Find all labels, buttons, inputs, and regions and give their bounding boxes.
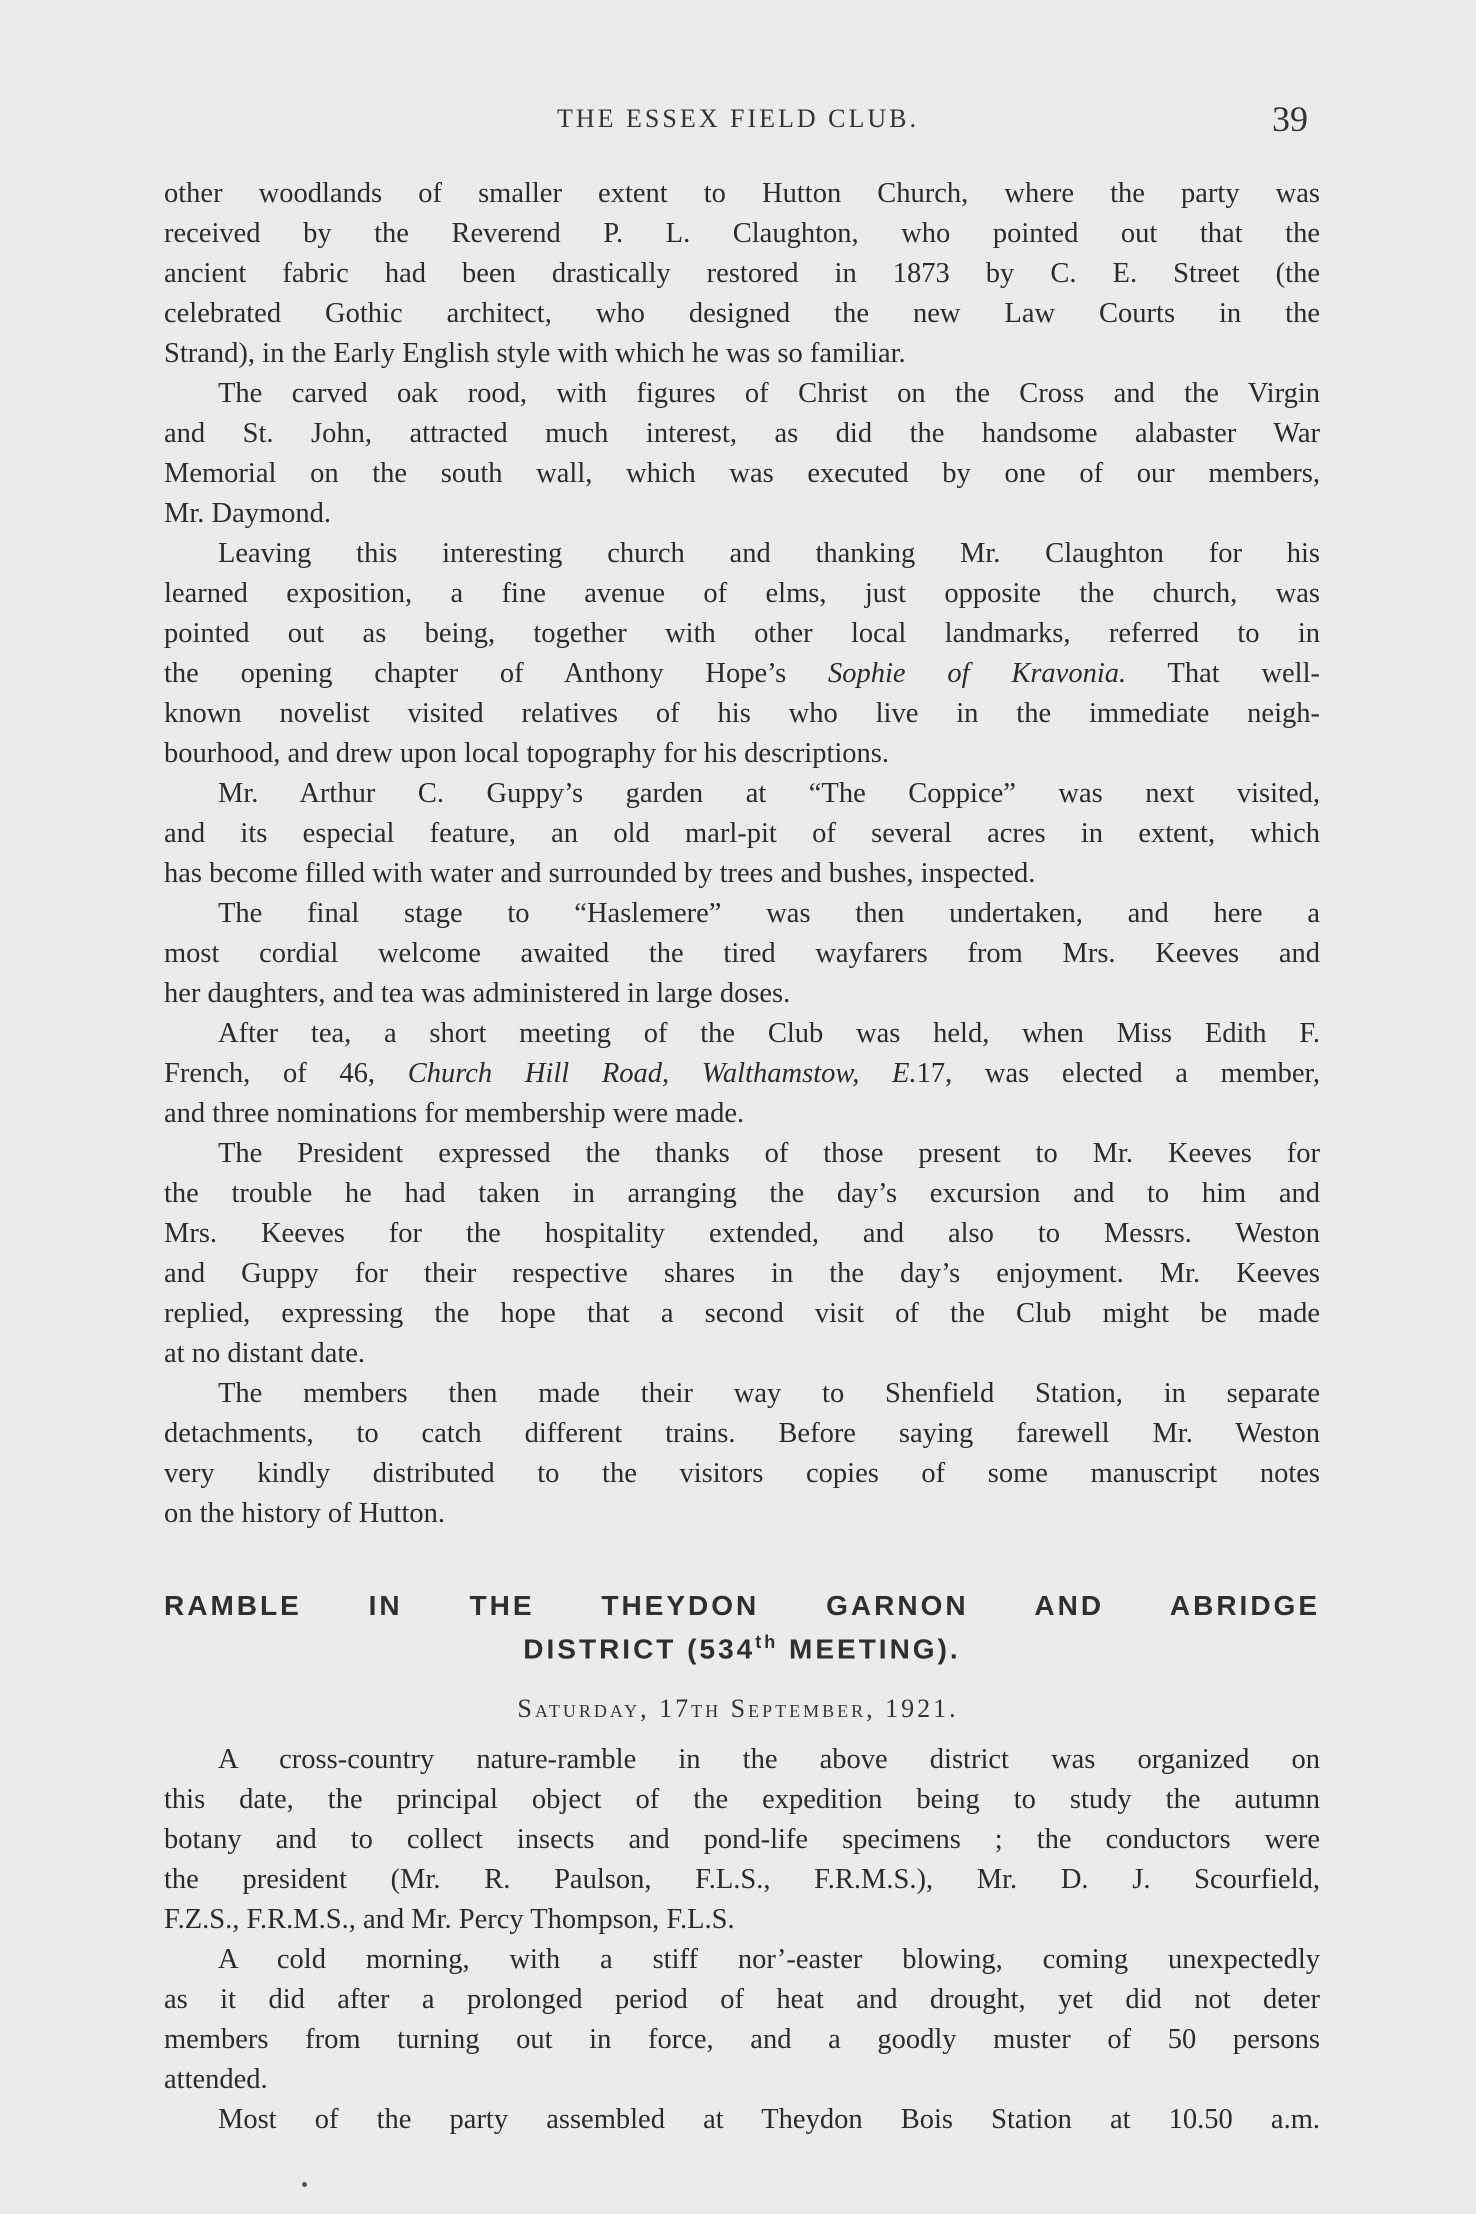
text-line: Strand), in the Early English style with which he was so familiar. <box>164 338 906 369</box>
section-ramble-text <box>164 1740 1320 2140</box>
text-line: at no distant date. <box>164 1338 366 1369</box>
text-line: celebrated Gothic architect, who designed the new Law Courts in the <box>164 298 1320 329</box>
paragraph-first-line: The members then made their way to Shenfield Station, in separate <box>218 1378 1320 1409</box>
paragraph-first-line: After tea, a short meeting of the Club was held, when Miss Edith F. <box>218 1018 1320 1049</box>
line-pre: the opening chapter of Anthony Hope’s <box>164 658 828 689</box>
paragraph-first-line: The carved oak rood, with figures of Christ on the Cross and the Virgin <box>218 378 1320 409</box>
text-line: and its especial feature, an old marl-pit of several acres in extent, which <box>164 818 1320 849</box>
line-pre: French, of 46, <box>164 1058 408 1089</box>
paragraph-first-line: A cold morning, with a stiff nor’-easter blowing, coming unexpectedly <box>218 1944 1320 1975</box>
section-heading-line-1: RAMBLE IN THE THEYDON GARNON AND ABRIDGE <box>164 1590 1320 1621</box>
text-line: her daughters, and tea was administered in large doses. <box>164 978 791 1009</box>
text-line: the president (Mr. R. Paulson, F.L.S., F.R.M.S.), Mr. D. J. Scourfield, <box>164 1864 1320 1895</box>
text-line: and Guppy for their respective shares in the day’s enjoyment. Mr. Keeves <box>164 1258 1320 1289</box>
heading-ordinal-sup: th <box>755 1632 779 1652</box>
text-line: as it did after a prolonged period of heat and drought, yet did not deter <box>164 1984 1320 2015</box>
book-title-italic: Sophie of Kravonia. <box>827 658 1127 689</box>
paragraph-first-line: Leaving this interesting church and thanking Mr. Claughton for his <box>218 538 1320 569</box>
heading-pre: DISTRICT (534 <box>523 1633 756 1665</box>
text-line: attended. <box>164 2064 268 2095</box>
running-head-title: THE ESSEX FIELD CLUB. <box>557 104 919 133</box>
text-line: members from turning out in force, and a goodly muster of 50 persons <box>164 2024 1320 2055</box>
text-line: bourhood, and drew upon local topography for his descriptions. <box>164 738 890 769</box>
text-line: other woodlands of smaller extent to Hutton Church, where the party was <box>164 178 1320 209</box>
text-line-with-italic <box>164 654 1320 694</box>
text-line: most cordial welcome awaited the tired wayfarers from Mrs. Keeves and <box>164 938 1320 969</box>
address-italic: Church Hill Road, Walthamstow, E. <box>407 1058 917 1089</box>
meeting-date: Saturday, 17th September, 1921. <box>517 1694 959 1723</box>
paragraph-first-line: The final stage to “Haslemere” was then undertaken, and here a <box>218 898 1320 929</box>
heading-post: MEETING). <box>778 1633 961 1665</box>
text-line-with-italic <box>164 1054 1320 1094</box>
paragraph-first-line: The President expressed the thanks of those present to Mr. Keeves for <box>218 1138 1320 1169</box>
page-number: 39 <box>1272 99 1308 139</box>
text-line: learned exposition, a fine avenue of elms, just opposite the church, was <box>164 578 1320 609</box>
text-line: received by the Reverend P. L. Claughton, who pointed out that the <box>164 218 1320 249</box>
text-line: the trouble he had taken in arranging the day’s excursion and to him and <box>164 1178 1320 1209</box>
line-post: 17, was elected a member, <box>916 1058 1320 1089</box>
section-hutton-visit-text <box>164 174 1320 1534</box>
paragraph-first-line: Most of the party assembled at Theydon Bois Station at 10.50 a.m. <box>218 2104 1320 2135</box>
text-line: replied, expressing the hope that a second visit of the Club might be made <box>164 1298 1320 1329</box>
paper-speck <box>302 2182 307 2187</box>
text-line: on the history of Hutton. <box>164 1498 446 1529</box>
paragraph-first-line: A cross-country nature-ramble in the above district was organized on <box>218 1744 1320 1775</box>
text-line: has become filled with water and surrounded by trees and bushes, inspected. <box>164 858 1036 889</box>
paragraph-first-line: Mr. Arthur C. Guppy’s garden at “The Coppice” was next visited, <box>218 778 1320 809</box>
text-line: detachments, to catch different trains. Before saying farewell Mr. Weston <box>164 1418 1320 1449</box>
text-line: ancient fabric had been drastically restored in 1873 by C. E. Street (the <box>164 258 1320 289</box>
text-line: pointed out as being, together with other local landmarks, referred to in <box>164 618 1320 649</box>
text-line: and St. John, attracted much interest, as did the handsome alabaster War <box>164 418 1320 449</box>
text-line: Mrs. Keeves for the hospitality extended, and also to Messrs. Weston <box>164 1218 1320 1249</box>
section-heading-line-2 <box>164 1632 1320 1665</box>
text-line: Memorial on the south wall, which was executed by one of our members, <box>164 458 1320 489</box>
text-line: Mr. Daymond. <box>164 498 332 529</box>
text-line: known novelist visited relatives of his who live in the immediate neigh- <box>164 698 1320 729</box>
line-post: That well- <box>1126 658 1321 689</box>
text-line: very kindly distributed to the visitors copies of some manuscript notes <box>164 1458 1320 1489</box>
text-line: F.Z.S., F.R.M.S., and Mr. Percy Thompson, F.L.S. <box>164 1904 735 1935</box>
text-line: botany and to collect insects and pond-life specimens ; the conductors were <box>164 1824 1320 1855</box>
text-line: and three nominations for membership were made. <box>164 1098 745 1129</box>
text-line: this date, the principal object of the expedition being to study the autumn <box>164 1784 1320 1815</box>
